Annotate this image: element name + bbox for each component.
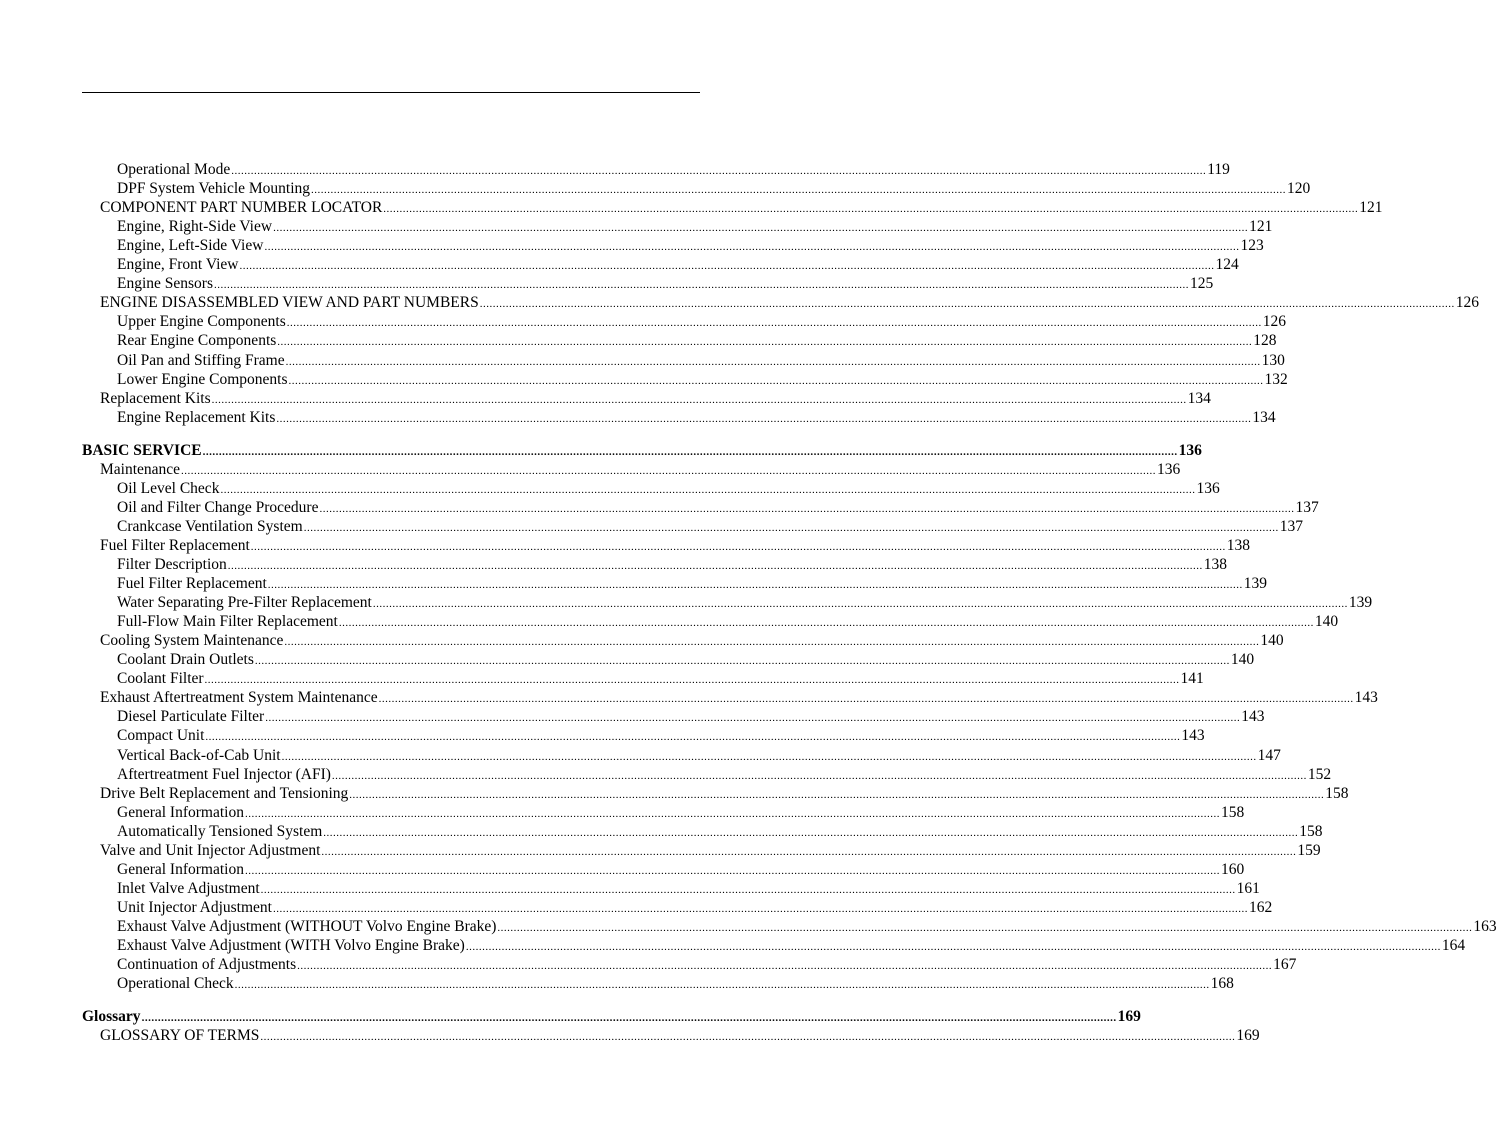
toc-entry[interactable] xyxy=(117,765,1332,784)
toc-entry[interactable] xyxy=(117,312,1287,331)
dot-leader: ............................................................................................................................................................................................................................................................................................................ xyxy=(267,579,1243,592)
dot-leader: ............................................................................................................................................................................................................................................................................................................ xyxy=(244,864,1220,877)
toc-entry[interactable] xyxy=(100,631,1284,650)
toc-entry-page: 139 xyxy=(1243,575,1268,593)
toc-entry[interactable] xyxy=(117,236,1264,255)
toc-entry[interactable] xyxy=(100,293,1479,312)
dot-leader: ............................................................................................................................................................................................................................................................................................................ xyxy=(297,960,1273,973)
dot-leader: ............................................................................................................................................................................................................................................................................................................ xyxy=(285,355,1261,368)
toc-entry-title: Valve and Unit Injector Adjustment xyxy=(100,841,321,859)
dot-leader: ............................................................................................................................................................................................................................................................................................................ xyxy=(465,941,1441,953)
toc-entry[interactable] xyxy=(117,555,1228,574)
header-rule xyxy=(82,92,700,93)
toc-entry-page: 134 xyxy=(1252,408,1276,426)
toc-entry-title: Engine Sensors xyxy=(117,275,214,293)
dot-leader: ............................................................................................................................................................................................................................................................................................................ xyxy=(260,883,1236,896)
toc-entry[interactable] xyxy=(117,217,1273,236)
toc-entry-page: 147 xyxy=(1257,746,1281,764)
toc-entry-title: COMPONENT PART NUMBER LOCATOR xyxy=(100,199,383,217)
toc-entry[interactable] xyxy=(117,331,1277,350)
toc-entry-page: 136 xyxy=(1157,460,1181,478)
toc-entry-page: 119 xyxy=(1207,161,1230,178)
toc-entry-title: Compact Unit xyxy=(117,727,205,745)
toc-entry-title: Vertical Back-of-Cab Unit xyxy=(117,746,281,764)
toc-entry-title: Inlet Valve Adjustment xyxy=(117,879,260,897)
dot-leader: ............................................................................................................................................................................................................................................................................................................ xyxy=(205,731,1181,744)
dot-leader: ............................................................................................................................................................................................................................................................................................................ xyxy=(227,560,1203,572)
toc-entry-page: 167 xyxy=(1273,956,1297,974)
toc-entry[interactable] xyxy=(117,612,1339,631)
dot-leader: ............................................................................................................................................................................................................................................................................................................ xyxy=(264,241,1240,254)
toc-entry[interactable] xyxy=(117,479,1220,498)
toc-entry-title: Engine Replacement Kits xyxy=(117,408,276,426)
dot-leader: ............................................................................................................................................................................................................................................................................................................ xyxy=(323,826,1299,839)
dot-leader: ............................................................................................................................................................................................................................................................................................................ xyxy=(181,464,1157,477)
toc-entry-title: Glossary xyxy=(82,1008,141,1026)
dot-leader: ............................................................................................................................................................................................................................................................................................................ xyxy=(276,412,1252,425)
dot-leader: ............................................................................................................................................................................................................................................................................................................ xyxy=(239,260,1215,273)
dot-leader: ............................................................................................................................................................................................................................................................................................................ xyxy=(378,693,1354,706)
dot-leader: ............................................................................................................................................................................................................................................................................................................ xyxy=(303,521,1279,534)
toc-entry-title: Lower Engine Components xyxy=(117,370,288,388)
toc-entry[interactable] xyxy=(117,274,1214,293)
dot-leader: ............................................................................................................................................................................................................................................................................................................ xyxy=(214,279,1190,292)
dot-leader: ............................................................................................................................................................................................................................................................................................................ xyxy=(220,483,1196,496)
toc-entry[interactable] xyxy=(117,160,1230,179)
toc-entry-page: 121 xyxy=(1249,218,1273,236)
toc-entry[interactable] xyxy=(117,955,1297,974)
toc-entry-title: Maintenance xyxy=(100,460,181,478)
toc-entry[interactable] xyxy=(82,441,1202,460)
toc-entry-page: 140 xyxy=(1260,632,1284,650)
toc-entry-title: General Information xyxy=(117,860,244,878)
toc-entry[interactable] xyxy=(117,669,1204,688)
toc-entry-title: Fuel Filter Replacement xyxy=(100,536,250,554)
toc-entry-page: 161 xyxy=(1236,879,1260,897)
dot-leader: ............................................................................................................................................................................................................................................................................................................ xyxy=(372,598,1348,611)
toc-entry[interactable] xyxy=(117,179,1311,198)
toc-entry[interactable] xyxy=(117,707,1265,726)
toc-entry-page: 128 xyxy=(1253,332,1277,350)
toc-entry-page: 137 xyxy=(1295,498,1319,516)
toc-entry-page: 163 xyxy=(1473,917,1497,935)
toc-entry-title: Oil and Filter Change Procedure xyxy=(117,498,319,516)
toc-entry-page: 158 xyxy=(1299,822,1323,840)
toc-entry-page: 125 xyxy=(1190,275,1214,293)
toc-entry[interactable] xyxy=(117,408,1276,427)
dot-leader: ............................................................................................................................................................................................................................................................................................................ xyxy=(277,336,1253,349)
toc-entry-title: Diesel Particulate Filter xyxy=(117,708,265,726)
dot-leader: ............................................................................................................................................................................................................................................................................................................ xyxy=(281,750,1257,763)
toc-entry-page: 121 xyxy=(1359,199,1383,217)
toc-entry[interactable] xyxy=(117,650,1255,669)
toc-entry[interactable] xyxy=(117,822,1323,841)
dot-leader: ............................................................................................................................................................................................................................................................................................................ xyxy=(273,222,1249,235)
dot-leader: ............................................................................................................................................................................................................................................................................................................ xyxy=(254,655,1230,668)
dot-leader: ............................................................................................................................................................................................................................................................................................................ xyxy=(349,788,1325,801)
dot-leader: ............................................................................................................................................................................................................................................................................................................ xyxy=(497,921,1473,934)
toc-entry[interactable] xyxy=(117,746,1281,765)
toc-entry[interactable] xyxy=(82,1007,1141,1026)
dot-leader: ............................................................................................................................................................................................................................................................................................................ xyxy=(234,979,1210,992)
toc-entry-title: Operational Mode xyxy=(117,161,231,178)
toc-entry-title: Exhaust Valve Adjustment (WITHOUT Volvo Engine Brake) xyxy=(117,917,497,935)
toc-entry-page: 120 xyxy=(1287,180,1311,198)
toc-entry[interactable] xyxy=(117,517,1303,536)
toc-entry-page: 140 xyxy=(1230,651,1255,669)
toc-entry-title: Fuel Filter Replacement xyxy=(117,575,267,593)
dot-leader: ............................................................................................................................................................................................................................................................................................................ xyxy=(383,203,1359,216)
toc-entry-title: Crankcase Ventilation System xyxy=(117,517,303,535)
dot-leader: ............................................................................................................................................................................................................................................................................................................ xyxy=(260,1031,1236,1044)
toc-entry-page: 152 xyxy=(1307,765,1332,783)
toc-entry-title: Filter Description xyxy=(117,556,227,573)
toc-entry[interactable] xyxy=(117,370,1288,389)
toc-entry-title: Cooling System Maintenance xyxy=(100,632,284,650)
toc-entry-title: DPF System Vehicle Mounting xyxy=(117,180,311,198)
toc-entry[interactable] xyxy=(117,898,1273,917)
toc-entry-page: 132 xyxy=(1264,370,1288,388)
toc-entry[interactable] xyxy=(117,803,1245,822)
dot-leader: ............................................................................................................................................................................................................................................................................................................ xyxy=(211,393,1187,406)
dot-leader: ............................................................................................................................................................................................................................................................................................................ xyxy=(286,317,1262,330)
toc-entry-title: BASIC SERVICE xyxy=(82,441,202,459)
toc-entry-title: Water Separating Pre-Filter Replacement xyxy=(117,594,372,612)
toc-entry-page: 138 xyxy=(1226,536,1251,554)
toc-entry-page: 140 xyxy=(1314,613,1339,631)
dot-leader: ............................................................................................................................................................................................................................................................................................................ xyxy=(284,636,1260,649)
toc-entry-page: 143 xyxy=(1181,727,1205,745)
toc-entry-page: 123 xyxy=(1240,237,1264,255)
toc-entry-title: Engine, Right-Side View xyxy=(117,218,273,236)
toc-entry[interactable] xyxy=(117,936,1466,955)
toc-entry-page: 141 xyxy=(1180,670,1204,688)
toc-entry-title: Oil Pan and Stiffing Frame xyxy=(117,351,285,369)
toc-entry-title: Continuation of Adjustments xyxy=(117,956,297,974)
dot-leader: ............................................................................................................................................................................................................................................................................................................ xyxy=(202,445,1178,458)
dot-leader: ............................................................................................................................................................................................................................................................................................................ xyxy=(141,1012,1117,1025)
toc-entry-page: 124 xyxy=(1215,256,1239,274)
toc-entry-title: Rear Engine Components xyxy=(117,332,277,350)
toc-entry[interactable] xyxy=(100,460,1181,479)
toc-entry-title: Replacement Kits xyxy=(100,389,211,407)
toc-entry-page: 130 xyxy=(1261,351,1285,369)
toc-entry-title: General Information xyxy=(117,803,244,821)
toc-entry[interactable] xyxy=(117,879,1260,898)
toc-entry[interactable] xyxy=(100,784,1349,803)
toc-entry[interactable] xyxy=(100,841,1321,860)
toc-entry-page: 159 xyxy=(1297,841,1321,859)
toc-entry-page: 134 xyxy=(1187,389,1211,407)
toc-entry[interactable] xyxy=(100,688,1378,707)
toc-entry[interactable] xyxy=(100,198,1383,217)
toc-entry-title: Engine, Left-Side View xyxy=(117,237,264,255)
toc-entry-title: Operational Check xyxy=(117,975,234,993)
toc-entry-title: Coolant Filter xyxy=(117,670,204,688)
dot-leader: ............................................................................................................................................................................................................................................................................................................ xyxy=(288,374,1264,387)
toc-entry-title: Unit Injector Adjustment xyxy=(117,898,272,916)
toc-entry-title: Exhaust Aftertreatment System Maintenance xyxy=(100,689,378,707)
toc-entry-title: Automatically Tensioned System xyxy=(117,822,323,840)
toc-entry-title: Upper Engine Components xyxy=(117,313,286,331)
toc-entry-title: ENGINE DISASSEMBLED VIEW AND PART NUMBERS xyxy=(100,294,479,312)
dot-leader: ............................................................................................................................................................................................................................................................................................................ xyxy=(331,769,1307,782)
toc-entry-page: 139 xyxy=(1348,594,1373,612)
dot-leader: ............................................................................................................................................................................................................................................................................................................ xyxy=(479,298,1455,311)
toc-entry-title: Exhaust Valve Adjustment (WITH Volvo Engine Brake) xyxy=(117,937,465,954)
toc-entry[interactable] xyxy=(117,351,1285,370)
toc-entry-title: Aftertreatment Fuel Injector (AFI) xyxy=(117,765,331,783)
toc-entry-page: 162 xyxy=(1248,898,1273,916)
toc-entry-page: 143 xyxy=(1354,689,1378,707)
toc-entry-page: 158 xyxy=(1220,803,1245,821)
toc-entry-title: Full-Flow Main Filter Replacement xyxy=(117,613,338,631)
toc-entry[interactable] xyxy=(117,255,1239,274)
toc-entry-title: Engine, Front View xyxy=(117,256,239,274)
dot-leader: ............................................................................................................................................................................................................................................................................................................ xyxy=(250,540,1226,553)
toc-entry-page: 168 xyxy=(1210,975,1234,993)
toc-entry-page: 164 xyxy=(1441,937,1466,954)
dot-leader: ............................................................................................................................................................................................................................................................................................................ xyxy=(272,902,1248,915)
dot-leader: ............................................................................................................................................................................................................................................................................................................ xyxy=(265,712,1241,725)
toc-entry[interactable] xyxy=(100,536,1251,555)
toc-entry-page: 169 xyxy=(1117,1008,1141,1026)
dot-leader: ............................................................................................................................................................................................................................................................................................................ xyxy=(321,845,1297,858)
toc-entry-page: 138 xyxy=(1203,556,1228,573)
toc-entry-title: Drive Belt Replacement and Tensioning xyxy=(100,784,349,802)
toc-entry[interactable] xyxy=(117,574,1268,593)
toc-entry[interactable] xyxy=(100,389,1211,408)
toc-entry[interactable] xyxy=(117,593,1373,612)
toc-entry-title: Coolant Drain Outlets xyxy=(117,651,254,669)
dot-leader: ............................................................................................................................................................................................................................................................................................................ xyxy=(231,165,1207,177)
toc-entry-page: 160 xyxy=(1220,860,1245,878)
toc-entry[interactable] xyxy=(117,917,1497,936)
toc-entry-page: 126 xyxy=(1455,294,1479,312)
toc-entry-page: 126 xyxy=(1262,313,1287,331)
toc-entry-page: 169 xyxy=(1236,1027,1260,1045)
toc-entry-title: Oil Level Check xyxy=(117,479,220,497)
dot-leader: ............................................................................................................................................................................................................................................................................................................ xyxy=(338,617,1314,630)
toc-entry-page: 136 xyxy=(1196,479,1220,497)
toc-entry-page: 137 xyxy=(1279,517,1303,535)
toc-entry[interactable] xyxy=(117,860,1245,879)
toc-entry-page: 158 xyxy=(1325,784,1349,802)
dot-leader: ............................................................................................................................................................................................................................................................................................................ xyxy=(244,807,1220,820)
toc-entry[interactable] xyxy=(117,974,1234,993)
dot-leader: ............................................................................................................................................................................................................................................................................................................ xyxy=(311,184,1287,197)
toc-entry-title: GLOSSARY OF TERMS xyxy=(100,1027,260,1045)
toc-entry[interactable] xyxy=(117,498,1319,517)
toc-entry-page: 143 xyxy=(1241,708,1265,726)
toc-entry-page: 136 xyxy=(1178,441,1202,459)
dot-leader: ............................................................................................................................................................................................................................................................................................................ xyxy=(319,502,1295,515)
toc-entry[interactable] xyxy=(117,726,1205,745)
toc-entry[interactable] xyxy=(100,1026,1260,1045)
dot-leader: ............................................................................................................................................................................................................................................................................................................ xyxy=(204,674,1180,687)
